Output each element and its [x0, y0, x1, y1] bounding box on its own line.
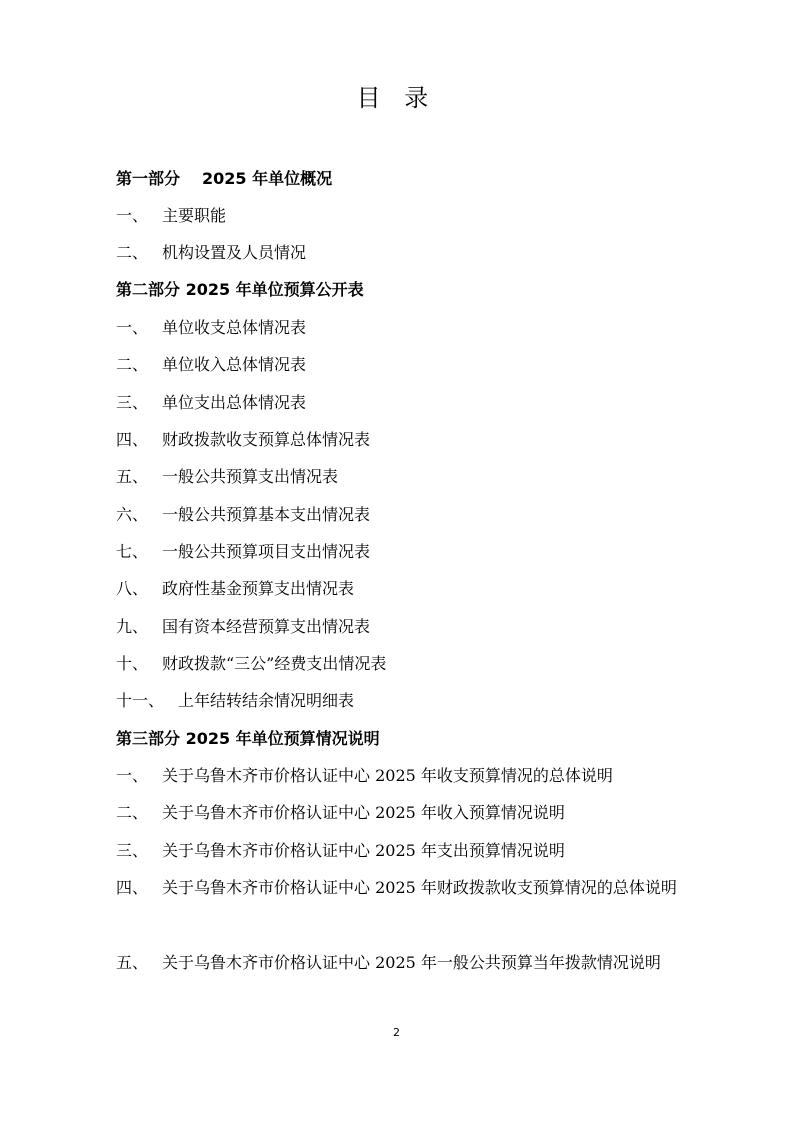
toc-item-text: 关于乌鲁木齐市价格认证中心 2025 年收入预算情况说明	[162, 803, 565, 822]
toc-item	[116, 765, 613, 787]
toc-item-number: 三、	[116, 393, 149, 412]
toc-item-number: 五、	[116, 953, 149, 972]
toc-item	[116, 578, 354, 600]
toc-item-number: 七、	[116, 542, 149, 561]
toc-item	[116, 354, 306, 376]
toc-item-text: 财政拨款“三公”经费支出情况表	[162, 654, 387, 673]
toc-item-number: 四、	[116, 430, 149, 449]
toc-item-text: 上年结转结余情况明细表	[178, 691, 355, 710]
toc-item	[116, 392, 306, 414]
toc-item-text: 单位支出总体情况表	[162, 393, 307, 412]
toc-item-text: 一般公共预算项目支出情况表	[162, 542, 371, 561]
toc-item	[80, 870, 712, 906]
toc-item	[116, 429, 370, 451]
toc-item-number: 一、	[116, 206, 149, 225]
toc-item-number: 八、	[116, 579, 149, 598]
toc-item-text: 财政拨款收支预算总体情况表	[162, 430, 371, 449]
toc-item-text: 一般公共预算支出情况表	[162, 467, 339, 486]
toc-item-text: 单位收入总体情况表	[162, 355, 307, 374]
toc-item-text: 关于乌鲁木齐市价格认证中心 2025 年财政拨款收支预算情况的总体说明	[162, 878, 677, 897]
toc-item	[116, 205, 226, 227]
part1-heading	[116, 168, 332, 190]
toc-item-text: 关于乌鲁木齐市价格认证中心 2025 年收支预算情况的总体说明	[162, 766, 613, 785]
toc-item-number: 二、	[116, 803, 149, 822]
toc-item	[116, 242, 306, 264]
toc-item-number: 九、	[116, 617, 149, 636]
toc-item-number: 三、	[116, 841, 149, 860]
page-title: 目 录	[356, 84, 437, 112]
toc-item-number: 五、	[116, 467, 149, 486]
toc-item-text: 主要职能	[162, 206, 227, 225]
part3-heading: 第三部分 2025 年单位预算情况说明	[116, 729, 380, 748]
toc-item	[116, 541, 370, 563]
toc-item-number: 二、	[116, 355, 149, 374]
toc-item	[116, 802, 565, 824]
toc-item	[116, 616, 370, 638]
toc-item	[116, 653, 386, 675]
toc-item-text: 关于乌鲁木齐市价格认证中心 2025 年支出预算情况说明	[162, 841, 565, 860]
part2-heading: 第二部分 2025 年单位预算公开表	[116, 280, 364, 299]
toc-item-number: 四、	[116, 878, 149, 897]
toc-item-number: 一、	[116, 318, 149, 337]
toc-item	[116, 840, 565, 862]
toc-item-number: 二、	[116, 243, 149, 262]
toc-item-number: 一、	[116, 766, 149, 785]
toc-item-text: 一般公共预算基本支出情况表	[162, 505, 371, 524]
toc-item	[116, 504, 370, 526]
toc-item	[116, 317, 306, 339]
part1-heading-label: 第一部分	[116, 169, 181, 188]
toc-item-text: 关于乌鲁木齐市价格认证中心 2025 年一般公共预算当年拨款情况说明	[162, 953, 661, 972]
page-number: 2	[393, 1026, 400, 1039]
toc-item	[80, 945, 712, 981]
toc-item-text: 国有资本经营预算支出情况表	[162, 617, 371, 636]
toc-item-text: 政府性基金预算支出情况表	[162, 579, 355, 598]
toc-item	[116, 466, 338, 488]
toc-item-text: 机构设置及人员情况	[162, 243, 307, 262]
toc-item	[116, 690, 354, 712]
toc-item-number: 六、	[116, 505, 149, 524]
part1-heading-title: 2025 年单位概况	[202, 169, 333, 188]
toc-item-text: 单位收支总体情况表	[162, 318, 307, 337]
toc-item-number: 十、	[116, 654, 149, 673]
toc-item-number: 十一、	[116, 691, 165, 710]
